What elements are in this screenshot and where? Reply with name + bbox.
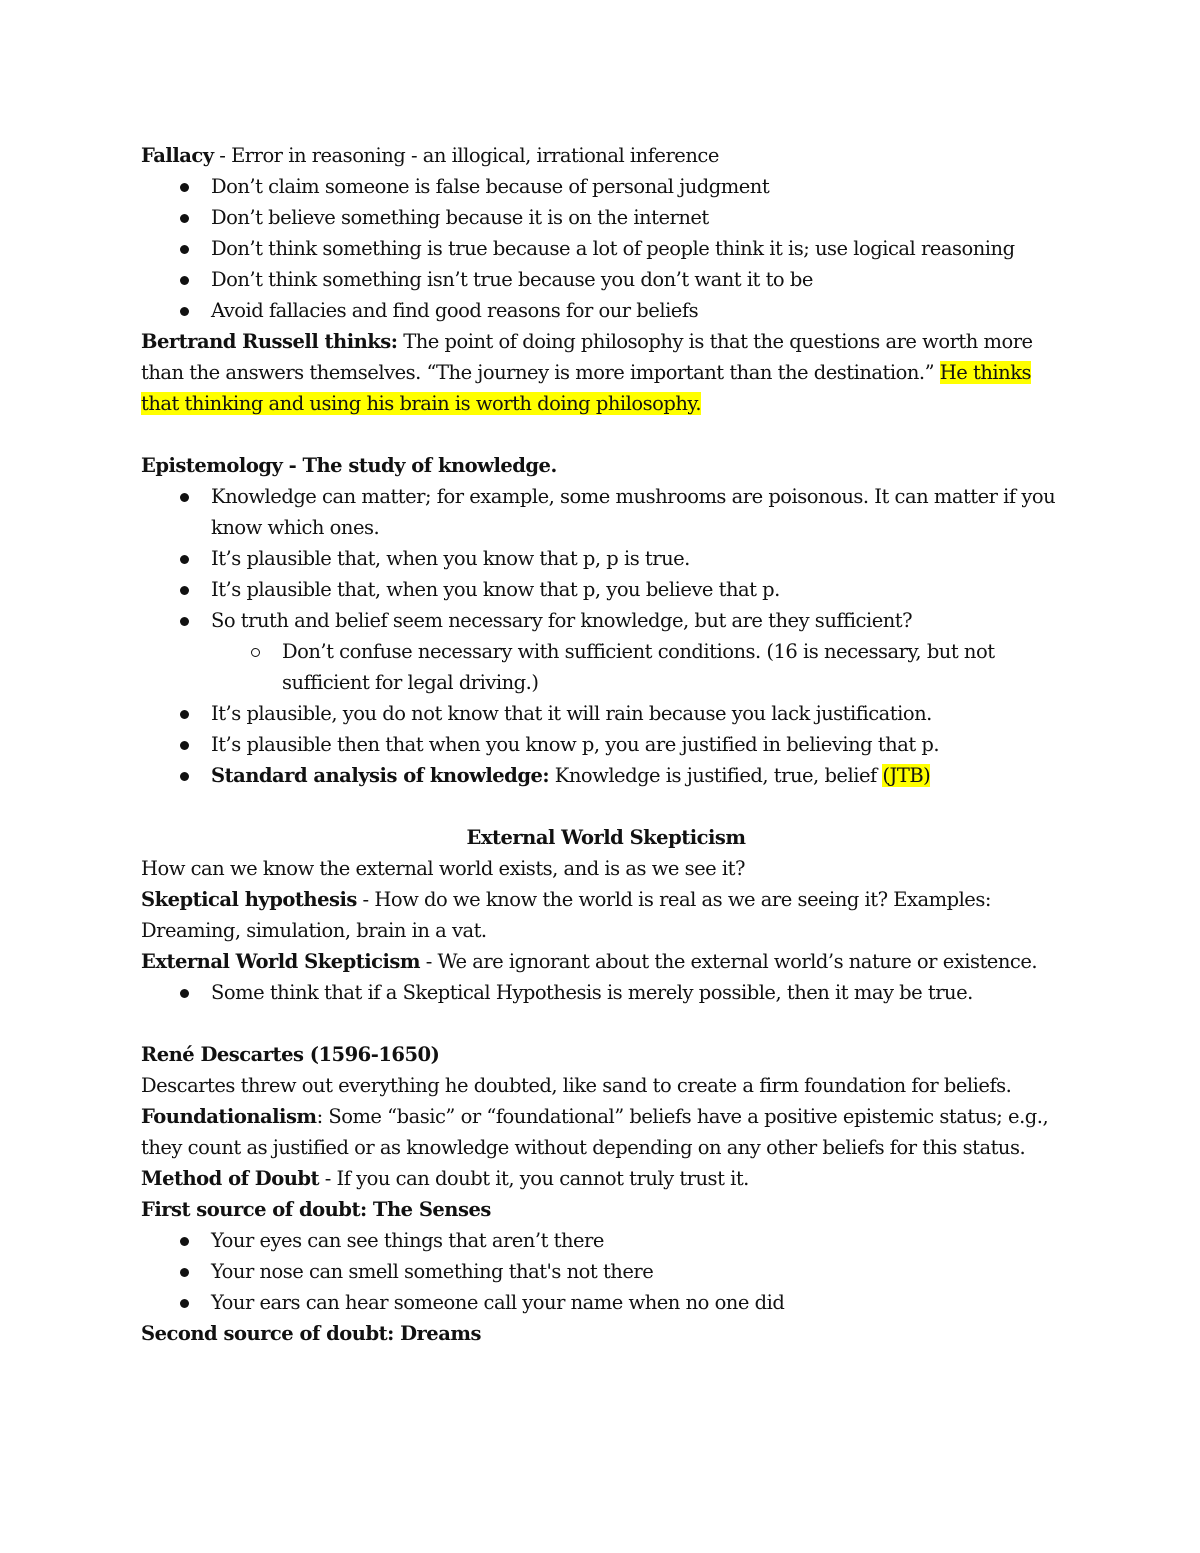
descartes-intro: Descartes threw out everything he doubted, like sand to create a firm foundation for beliefs.	[141, 1074, 1012, 1097]
skeptical-hypothesis-paragraph	[141, 884, 1071, 946]
spacer	[141, 791, 1071, 822]
document-body	[141, 140, 1071, 1349]
fallacy-term: Fallacy	[141, 144, 214, 167]
list-item: It’s plausible, you do not know that it will rain because you lack justification.	[141, 698, 1071, 729]
skeptical-hypothesis-text: - How do we know the world is real as we are seeing it? Examples: Dreaming, simulation, brain in a vat.	[141, 888, 991, 942]
external-world-title-text: External World Skepticism	[466, 826, 746, 849]
russell-label: Bertrand Russell thinks:	[141, 330, 398, 353]
epistemology-list	[141, 481, 1071, 791]
external-world-title	[141, 822, 1071, 853]
russell-paragraph	[141, 326, 1071, 419]
senses-list	[141, 1225, 1071, 1318]
russell-text: The point of doing philosophy is that the questions are worth more than the answers themselves. “The journey is more important than the destination.”	[141, 330, 1033, 384]
list-item: It’s plausible then that when you know p, you are justified in believing that p.	[141, 729, 1071, 760]
list-item: Avoid fallacies and find good reasons for our beliefs	[141, 295, 1071, 326]
list-item: Don’t believe something because it is on the internet	[141, 202, 1071, 233]
descartes-heading-text: René Descartes (1596-1650)	[141, 1043, 440, 1066]
standard-analysis-label: Standard analysis of knowledge:	[211, 764, 550, 787]
second-source-heading-text: Second source of doubt: Dreams	[141, 1322, 481, 1345]
fallacy-list	[141, 171, 1071, 326]
standard-analysis-text: Knowledge is justified, true, belief	[549, 764, 883, 787]
list-item: It’s plausible that, when you know that p, p is true.	[141, 543, 1071, 574]
first-source-heading-text: First source of doubt: The Senses	[141, 1198, 491, 1221]
method-of-doubt-label: Method of Doubt	[141, 1167, 320, 1190]
standard-analysis-item	[141, 760, 1071, 791]
list-item: Your ears can hear someone call your name when no one did	[141, 1287, 1071, 1318]
foundationalism-label: Foundationalism	[141, 1105, 317, 1128]
russell-highlight: He thinks that thinking and using his brain is worth doing philosophy.	[141, 361, 1032, 415]
second-source-heading	[141, 1318, 1071, 1349]
first-source-heading	[141, 1194, 1071, 1225]
foundationalism-text: : Some “basic” or “foundational” beliefs have a positive epistemic status; e.g., they count as justified or as knowledge without depending on any other beliefs for this status.	[141, 1105, 1049, 1159]
external-world-question: How can we know the external world exists, and is as we see it?	[141, 857, 745, 880]
list-item: Your nose can smell something that's not there	[141, 1256, 1071, 1287]
method-of-doubt-text: - If you can doubt it, you cannot truly trust it.	[319, 1167, 749, 1190]
skeptical-hypothesis-label: Skeptical hypothesis	[141, 888, 357, 911]
descartes-heading	[141, 1039, 1071, 1070]
list-item: Don’t claim someone is false because of personal judgment	[141, 171, 1071, 202]
list-item: Some think that if a Skeptical Hypothesis is merely possible, then it may be true.	[141, 977, 1071, 1008]
method-of-doubt-paragraph	[141, 1163, 1071, 1194]
jtb-highlight: (JTB)	[882, 764, 931, 787]
spacer	[141, 1008, 1071, 1039]
sub-list-item: Don’t confuse necessary with sufficient conditions. (16 is necessary, but not sufficient for legal driving.)	[141, 636, 1071, 698]
ews-label: External World Skepticism	[141, 950, 421, 973]
ews-paragraph	[141, 946, 1071, 977]
external-world-list	[141, 977, 1071, 1008]
fallacy-definition-text: - Error in reasoning - an illogical, irrational inference	[213, 144, 719, 167]
list-item: Knowledge can matter; for example, some mushrooms are poisonous. It can matter if you know which ones.	[141, 481, 1071, 543]
ews-text: - We are ignorant about the external world’s nature or existence.	[420, 950, 1038, 973]
spacer	[141, 419, 1071, 450]
foundationalism-paragraph	[141, 1101, 1071, 1163]
list-item: Your eyes can see things that aren’t there	[141, 1225, 1071, 1256]
list-item: Don’t think something is true because a lot of people think it is; use logical reasoning	[141, 233, 1071, 264]
epistemology-heading-text: Epistemology - The study of knowledge.	[141, 454, 557, 477]
epistemology-heading	[141, 450, 1071, 481]
list-item: Don’t think something isn’t true because you don’t want it to be	[141, 264, 1071, 295]
fallacy-definition	[141, 140, 1071, 171]
list-item: It’s plausible that, when you know that p, you believe that p.	[141, 574, 1071, 605]
list-item: So truth and belief seem necessary for knowledge, but are they sufficient?	[141, 605, 1071, 636]
